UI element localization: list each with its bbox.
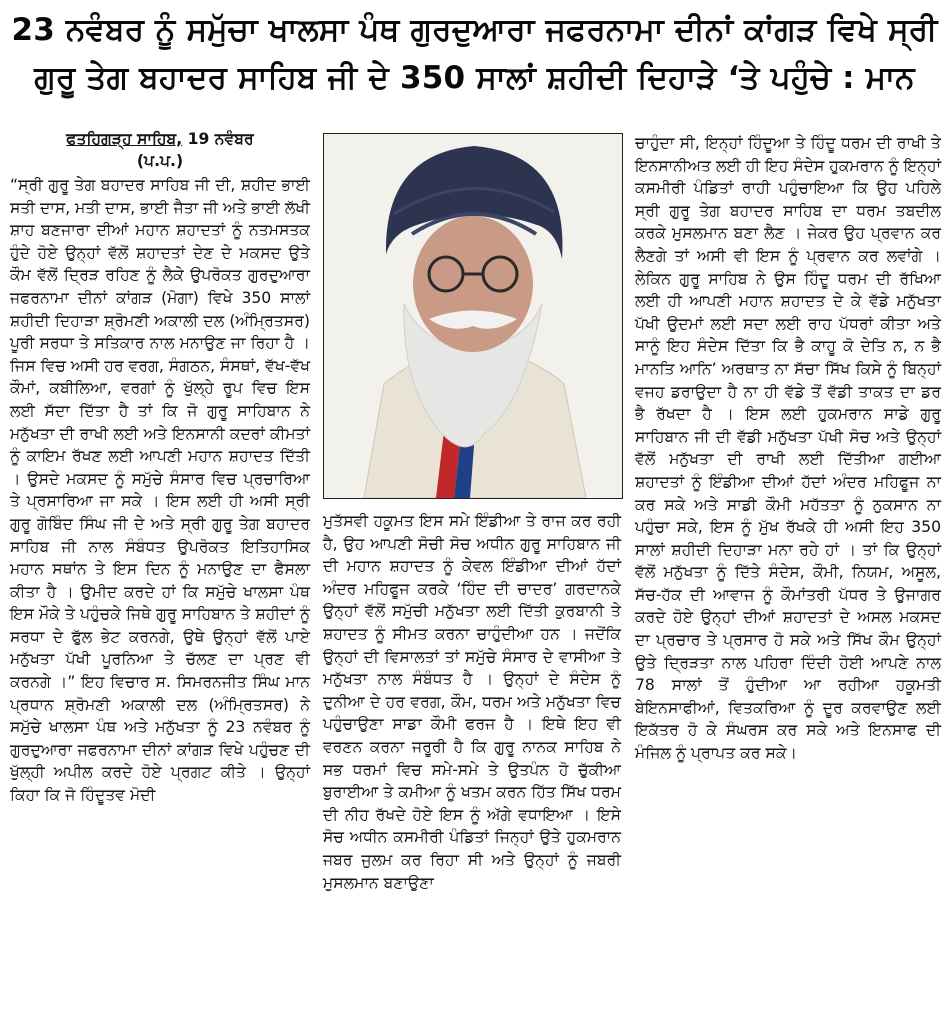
news-agency: (ਪ.ਪ.): [136, 152, 184, 170]
column-2-text: ਮੁਤੱਸਵੀ ਹਕੂਮਤ ਇਸ ਸਮੇ ਇੰਡੀਆ ਤੇ ਰਾਜ ਕਰ ਰਹੀ ਹੈ, ਉਹ ਆਪਣੀ ਸੋਚੀ ਸੋਚ ਅਧੀਨ ਗੁਰੂ ਸਾਹਿਬਾਨ ਜੀ ਦੀ ਮਹਾਨ ਸ਼ਹਾਦਤ ਨੂੰ ਕੇਵਲ ਇੰਡੀਆ ਦੀਆਂ ਹੱਦਾਂ ਅੰਦਰ ਮਹਿਫੂਜ ਕਰਕੇ ‘ਹਿੰਦ ਦੀ ਚਾਦਰ’ ਗਰਦਾਨਕੇ ਉਨ੍ਹਾਂ ਵੱਲੋਂ ਸਮੁੱਚੀ ਮਨੁੱਖਤਾ ਲਈ ਦਿੱਤੀ ਕੁਰਬਾਨੀ ਤੇ ਸ਼ਹਾਦਤ ਨੂੰ ਸੀਮਤ ਕਰਨਾ ਚਾਹੁੰਦੀਆ ਹਨ । ਜਦੋਂਕਿ ਉਨ੍ਹਾਂ ਦੀ ਵਿਸਾਲਤਾਂ ਤਾਂ ਸਮੁੱਚੇ ਸੰਸਾਰ ਦੇ ਵਾਸੀਆ ਤੇ ਮਨੁੱਖਤਾ ਨਾਲ ਸੰਬੰਧਤ ਹੈ । ਉਨ੍ਹਾਂ ਦੇ ਸੰਦੇਸ ਨੂੰ ਦੁਨੀਆ ਦੇ ਹਰ ਵਰਗ, ਕੌਮ, ਧਰਮ ਅਤੇ ਮਨੁੱਖਤਾ ਵਿਚ ਪਹੁੰਚਾਉਣਾ ਸਾਡਾ ਕੌਮੀ ਫਰਜ ਹੈ । ਇਥੇ ਇਹ ਵੀ ਵਰਣਨ ਕਰਨਾ ਜਰੂਰੀ ਹੈ ਕਿ ਗੁਰੂ ਨਾਨਕ ਸਾਹਿਬ ਨੇ ਸਭ ਧਰਮਾਂ ਵਿਚ ਸਮੇ-ਸਮੇ ਤੇ ਉਤਪੰਨ ਹੋ ਚੁੱਕੀਆ ਬੁਰਾਈਆ ਤੇ ਕਮੀਆ ਨੂੰ ਖਤਮ ਕਰਨ ਹਿੱਤ ਸਿੱਖ ਧਰਮ ਦੀ ਨੀਹ ਰੱਖਦੇ ਹੋਏ ਇਸ ਨੂੰ ਅੱਗੇ ਵਧਾਇਆ । ਇਸੇ ਸੋਚ ਅਧੀਨ ਕਸਮੀਰੀ ਪੰਡਿਤਾਂ ਜਿਨ੍ਹਾਂ ਉਤੇ ਹੁਕਮਰਾਨ ਜਬਰ ਜੁਲਮ ਕਰ ਰਿਹਾ ਸੀ ਅਤੇ ਉਨ੍ਹਾਂ ਨੂੰ ਜਬਰੀ ਮੁਸਲਮਾਨ ਬਣਾਉਣਾ: [323, 512, 621, 892]
column-1-text: “ਸ੍ਰੀ ਗੁਰੂ ਤੇਗ ਬਹਾਦਰ ਸਾਹਿਬ ਜੀ ਦੀ, ਸ਼ਹੀਦ ਭਾਈ ਸਤੀ ਦਾਸ, ਮਤੀ ਦਾਸ, ਭਾਈ ਜੈਤਾ ਜੀ ਅਤੇ ਭਾਈ ਲੱਖੀ ਸ਼ਾਹ ਬਣਜਾਰਾ ਦੀਆਂ ਮਹਾਨ ਸ਼ਹਾਦਤਾਂ ਨੂੰ ਨਤਮਸਤਕ ਹੁੰਦੇ ਹੋਏ ਉਨ੍ਹਾਂ ਵੱਲੋਂ ਸ਼ਹਾਦਤਾਂ ਦੇਣ ਦੇ ਮਕਸਦ ਉਤੇ ਕੌਮ ਵੱਲੋਂ ਦ੍ਰਿੜ ਰਹਿਣ ਨੂੰ ਲੈਕੇ ਉਪਰੋਕਤ ਗੁਰਦੁਆਰਾ ਜਫਰਨਾਮਾ ਦੀਨਾਂ ਕਾਂਗੜ (ਮੋਗਾ) ਵਿਖੇ 350 ਸਾਲਾਂ ਸ਼ਹੀਦੀ ਦਿਹਾੜਾ ਸ਼੍ਰੋਮਣੀ ਅਕਾਲੀ ਦਲ (ਅੰਮ੍ਰਿਤਸਰ) ਪੂਰੀ ਸਰਧਾ ਤੇ ਸਤਿਕਾਰ ਨਾਲ ਮਨਾਉਣ ਜਾ ਰਿਹਾ ਹੈ । ਜਿਸ ਵਿਚ ਅਸੀ ਹਰ ਵਰਗ, ਸੰਗਠਨ, ਸੰਸਥਾਂ, ਵੱਖ-ਵੱਖ ਕੌਮਾਂ, ਕਬੀਲਿਆ, ਵਰਗਾਂ ਨੂੰ ਖੁੱਲ੍ਹੇ ਰੂਪ ਵਿਚ ਇਸ ਲਈ ਸੱਦਾ ਦਿੱਤਾ ਹੈ ਤਾਂ ਕਿ ਜੋ ਗੁਰੂ ਸਾਹਿਬਾਨ ਨੇ ਮਨੁੱਖਤਾ ਦੀ ਰਾਖੀ ਲਈ ਅਤੇ ਇਨਸਾਨੀ ਕਦਰਾਂ ਕੀਮਤਾਂ ਨੂੰ ਕਾਇਮ ਰੱਖਣ ਲਈ ਆਪਣੀ ਮਹਾਨ ਸ਼ਹਾਦਤ ਦਿੱਤੀ । ਉਸਦੇ ਮਕਸਦ ਨੂੰ ਸਮੁੱਚੇ ਸੰਸਾਰ ਵਿਚ ਪ੍ਰਚਾਰਿਆ ਤੇ ਪ੍ਰਸਾਰਿਆ ਜਾ ਸਕੇ । ਇਸ ਲਈ ਹੀ ਅਸੀ ਸ੍ਰੀ ਗੁਰੂ ਗੋਬਿੰਦ ਸਿੰਘ ਜੀ ਦੇ ਅਤੇ ਸ੍ਰੀ ਗੁਰੂ ਤੇਗ ਬਹਾਦਰ ਸਾਹਿਬ ਜੀ ਨਾਲ ਸੰਬੰਧਤ ਉਪਰੋਕਤ ਇਤਿਹਾਸਿਕ ਮਹਾਨ ਸਥਾਂਨ ਤੇ ਇਸ ਦਿਨ ਨੂੰ ਮਨਾਉਣ ਦਾ ਫੈਸਲਾ ਕੀਤਾ ਹੈ । ਉਮੀਦ ਕਰਦੇ ਹਾਂ ਕਿ ਸਮੁੱਚੇ ਖਾਲਸਾ ਪੰਥ ਇਸ ਮੌਕੇ ਤੇ ਪਹੁੰਚਕੇ ਜਿਥੇ ਗੁਰੂ ਸਾਹਿਬਾਨ ਤੇ ਸ਼ਹੀਦਾਂ ਨੂੰ ਸਰਧਾ ਦੇ ਫੁੱਲ ਭੇਟ ਕਰਨਗੇ, ਉਥੇ ਉਨ੍ਹਾਂ ਵੱਲੋਂ ਪਾਏ ਮਨੁੱਖਤਾ ਪੱਖੀ ਪੂਰਨਿਆ ਤੇ ਚੱਲਣ ਦਾ ਪ੍ਰਣ ਵੀ ਕਰਨਗੇ ।” ਇਹ ਵਿਚਾਰ ਸ. ਸਿਮਰਨਜੀਤ ਸਿੰਘ ਮਾਨ ਪ੍ਰਧਾਨ ਸ਼੍ਰੋਮਣੀ ਅਕਾਲੀ ਦਲ (ਅੰਮ੍ਰਿਤਸਰ) ਨੇ ਸਮੁੱਚੇ ਖਾਲਸਾ ਪੰਥ ਅਤੇ ਮਨੁੱਖਤਾ ਨੂੰ 23 ਨਵੰਬਰ ਨੂੰ ਗੁਰਦੁਆਰਾ ਜਫਰਨਾਮਾ ਦੀਨਾਂ ਕਾਂਗੜ ਵਿਖੇ ਪਹੁੰਚਣ ਦੀ ਖੁੱਲ੍ਹੀ ਅਪੀਲ ਕਰਦੇ ਹੋਏ ਪ੍ਰਗਟ ਕੀਤੇ । ਉਨ੍ਹਾਂ ਕਿਹਾ ਕਿ ਜੋ ਹਿੰਦੂਤਵ ਮੋਦੀ: [10, 176, 310, 805]
headline-line-2: ਗੁਰੂ ਤੇਗ ਬਹਾਦਰ ਸਾਹਿਬ ਜੀ ਦੇ 350 ਸਾਲਾਂ ਸ਼ਹੀਦੀ ਦਿਹਾੜੇ ‘ਤੇ ਪਹੁੰਚੇ : ਮਾਨ: [34, 60, 915, 96]
dateline: [10, 128, 310, 150]
article-headline: [10, 6, 939, 102]
headline-line-1: 23 ਨਵੰਬਰ ਨੂੰ ਸਮੁੱਚਾ ਖਾਲਸਾ ਪੰਥ ਗੁਰਦੁਆਰਾ ਜਫਰਨਾਮਾ ਦੀਨਾਂ ਕਾਂਗੜ ਵਿਖੇ ਸ੍ਰੀ: [11, 12, 938, 48]
article-column-2: [323, 510, 621, 894]
article-column-3: [635, 132, 941, 765]
article-column-1: [10, 128, 310, 807]
column-3-text: ਚਾਹੁੰਦਾ ਸੀ, ਇਨ੍ਹਾਂ ਹਿੰਦੂਆ ਤੇ ਹਿੰਦੂ ਧਰਮ ਦੀ ਰਾਖੀ ਤੇ ਇਨਸਾਨੀਅਤ ਲਈ ਹੀ ਇਹ ਸੰਦੇਸ ਹੁਕਮਰਾਨ ਨੂੰ ਇਨ੍ਹਾਂ ਕਸਮੀਰੀ ਪੰਡਿਤਾਂ ਰਾਹੀ ਪਹੁੰਚਾਇਆ ਕਿ ਉਹ ਪਹਿਲੇ ਸ੍ਰੀ ਗੁਰੂ ਤੇਗ ਬਹਾਦਰ ਸਾਹਿਬ ਦਾ ਧਰਮ ਤਬਦੀਲ ਕਰਕੇ ਮੁਸਲਮਾਨ ਬਣਾ ਲੈਣ । ਜੇਕਰ ਉਹ ਪ੍ਰਵਾਨ ਕਰ ਲੈਣਗੇ ਤਾਂ ਅਸੀ ਵੀ ਇਸ ਨੂੰ ਪ੍ਰਵਾਨ ਕਰ ਲਵਾਂਗੇ । ਲੇਕਿਨ ਗੁਰੂ ਸਾਹਿਬ ਨੇ ਉਸ ਹਿੰਦੂ ਧਰਮ ਦੀ ਰੱਖਿਆ ਲਈ ਹੀ ਆਪਣੀ ਮਹਾਨ ਸ਼ਹਾਦਤ ਦੇ ਕੇ ਵੱਡੇ ਮਨੁੱਖਤਾ ਪੱਖੀ ਉਦਮਾਂ ਲਈ ਸਦਾ ਲਈ ਰਾਹ ਪੱਧਰਾਂ ਕੀਤਾ ਅਤੇ ਸਾਨੂੰ ਇਹ ਸੰਦੇਸ ਦਿੱਤਾ ਕਿ ਭੈ ਕਾਹੂ ਕੋ ਦੇਤਿ ਨ, ਨ ਭੈ ਮਾਨਤਿ ਆਨਿ’ ਅਰਥਾਤ ਨਾ ਸੱਚਾ ਸਿੱਖ ਕਿਸੇ ਨੂੰ ਬਿਨ੍ਹਾਂ ਵਜਹ ਡਰਾਉਦਾ ਹੈ ਨਾ ਹੀ ਵੱਡੇ ਤੋਂ ਵੱਡੀ ਤਾਕਤ ਦਾ ਡਰ ਭੈ ਰੱਖਦਾ ਹੈ । ਇਸ ਲਈ ਹੁਕਮਰਾਨ ਸਾਡੇ ਗੁਰੂ ਸਾਹਿਬਾਨ ਜੀ ਦੀ ਵੱਡੀ ਮਨੁੱਖਤਾ ਪੱਖੀ ਸੋਚ ਅਤੇ ਉਨ੍ਹਾਂ ਵੱਲੋਂ ਮਨੁੱਖਤਾ ਦੀ ਰਾਖੀ ਲਈ ਦਿੱਤੀਆ ਗਈਆ ਸ਼ਹਾਦਤਾਂ ਨੂੰ ਇੰਡੀਆ ਦੀਆਂ ਹੱਦਾਂ ਅੰਦਰ ਮਹਿਫੂਜ ਨਾ ਕਰ ਸਕੇ ਅਤੇ ਸਾਡੀ ਕੌਮੀ ਮਹੱਤਤਾ ਨੂੰ ਨੁਕਸਾਨ ਨਾ ਪਹੁੰਚਾ ਸਕੇ, ਇਸ ਨੂੰ ਮੁੱਖ ਰੱਖਕੇ ਹੀ ਅਸੀ ਇਹ 350 ਸਾਲਾਂ ਸ਼ਹੀਦੀ ਦਿਹਾੜਾ ਮਨਾ ਰਹੇ ਹਾਂ । ਤਾਂ ਕਿ ਉਨ੍ਹਾਂ ਵੱਲੋਂ ਮਨੁੱਖਤਾ ਨੂੰ ਦਿੱਤੇ ਸੰਦੇਸ, ਕੌਮੀ, ਨਿਯਮ, ਅਸੂਲ, ਸੱਚ-ਹੱਕ ਦੀ ਆਵਾਜ ਨੂੰ ਕੌਮਾਂਤਰੀ ਪੱਧਰ ਤੇ ਉਜਾਗਰ ਕਰਦੇ ਹੋਏ ਉਨ੍ਹਾਂ ਦੀਆਂ ਸ਼ਹਾਦਤਾਂ ਦੇ ਅਸਲ ਮਕਸਦ ਦਾ ਪ੍ਰਚਾਰ ਤੇ ਪ੍ਰਸਾਰ ਹੋ ਸਕੇ ਅਤੇ ਸਿੱਖ ਕੌਮ ਉਨ੍ਹਾਂ ਉਤੇ ਦ੍ਰਿੜਤਾ ਨਾਲ ਪਹਿਰਾ ਦਿੰਦੀ ਹੋਈ ਆਪਣੇ ਨਾਲ 78 ਸਾਲਾਂ ਤੋਂ ਹੁੰਦੀਆ ਆ ਰਹੀਆ ਹਕੂਮਤੀ ਬੇਇਨਸਾਫੀਆਂ, ਵਿਤਕਰਿਆ ਨੂੰ ਦੂਰ ਕਰਵਾਉਣ ਲਈ ਇਕੱਤਰ ਹੋ ਕੇ ਸੰਘਰਸ ਕਰ ਸਕੇ ਅਤੇ ਇਨਸਾਫ ਦੀ ਮੰਜਿਲ ਨੂੰ ਪ੍ਰਾਪਤ ਕਰ ਸਕੇ।: [635, 134, 941, 763]
dateline-date: 19 ਨਵੰਬਰ: [187, 130, 254, 148]
dateline-place: ਫਤਹਿਗੜ੍ਹ ਸਾਹਿਬ,: [66, 130, 183, 148]
portrait-photo: [323, 133, 623, 499]
portrait-photo-icon: [324, 134, 622, 498]
